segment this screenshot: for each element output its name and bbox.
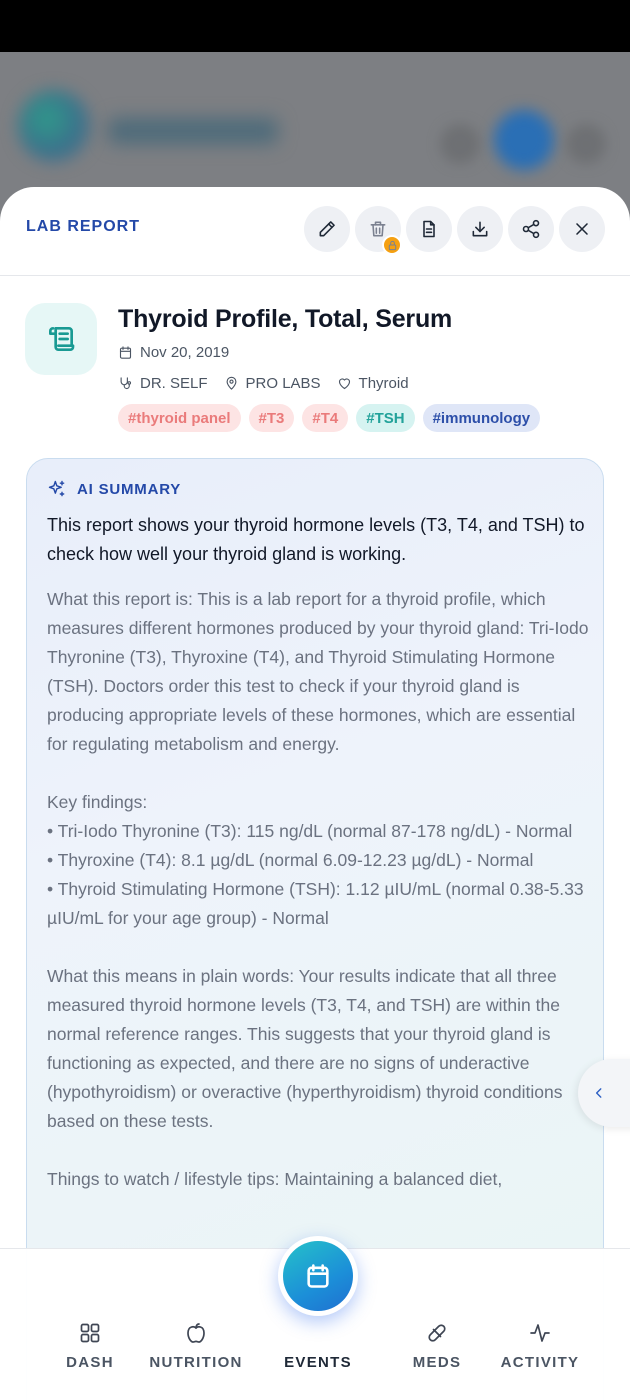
tag-t3[interactable]: #T3 [249,404,295,432]
avatar [494,110,554,170]
ai-summary-title: AI SUMMARY [77,480,182,498]
nav-events-label: EVENTS [284,1354,352,1371]
download-icon [470,219,490,239]
sparkles-icon [47,479,67,499]
pencil-icon [317,219,337,239]
sheet-title: LAB REPORT [26,218,140,235]
ai-summary-body: What this report is: This is a lab report for a thyroid profile, which measures different hormones produced by your thyroid gland: Tri-Iodo Thyronine (T3), Thyroxine (T4), and Thyroid Stimulating Hormone (TSH). Doctors order this test to check if your thyroid gland is producing appropriate levels of these hormones, which are essential for regulating metabolism and energy. Key findings: • Tri-Iodo Thyronine (T3): 115 ng/dL (normal 87-178 ng/dL) - Normal • Thyroxine (T4): 8.1 µg/dL (normal 6.09-12.23 µg/dL) - Normal • Thyroid Stimulating Hormone (TSH): 1.12 µIU/mL (normal 0.38-5.33 µIU/mL for your age group) - Normal What this means in plain words: Your results indicate that all three measured thyroid hormone levels (T3, T4, and TSH) are within the normal reference ranges. This suggests that your thyroid gland is functioning as expected, and there are no signs of underactive (hypothyroidism) or overactive (hyperthyroidism) thyroid conditions based on these tests. Things to watch / lifestyle tips: Maintaining a balanced diet, [47,589,589,1189]
share-button[interactable] [508,206,554,252]
report-date: Nov 20, 2019 [140,344,230,361]
app-logo [18,90,90,162]
doctor-name: DR. SELF [140,375,208,392]
location-pin-icon [224,376,239,391]
lab-report-sheet [0,187,630,1400]
nav-dash[interactable] [30,1321,150,1371]
tag-t4[interactable]: #T4 [302,404,348,432]
nav-events[interactable] [258,1321,378,1371]
sheet-header [0,187,630,276]
tag-thyroid-panel[interactable]: #thyroid panel [118,404,241,432]
lock-icon [387,240,398,251]
nav-activity[interactable] [480,1321,600,1371]
lock-badge [382,235,402,255]
nav-meds-label: MEDS [412,1354,462,1371]
tag-list [118,404,548,432]
nav-activity-label: ACTIVITY [500,1354,580,1371]
report-date-row [118,344,229,361]
ai-summary-lead: This report shows your thyroid hormone levels (T3, T4, and TSH) to check how well your thyroid gland is working. [47,515,585,564]
pill-icon [425,1321,449,1345]
delete-button[interactable] [355,206,401,252]
calendar-icon [118,345,133,360]
status-bar [0,0,630,52]
download-button[interactable] [457,206,503,252]
doctor-meta [118,375,208,392]
nav-dash-label: DASH [66,1354,114,1371]
nav-nutrition-label: NUTRITION [149,1354,243,1371]
ai-summary-heading [47,479,181,499]
lab-meta [224,375,321,392]
background-menu-button [566,124,606,164]
category-name: Thyroid [358,375,409,392]
stethoscope-icon [118,376,133,391]
lab-name: PRO LABS [245,375,321,392]
report-icon-tile [25,303,97,375]
grid-icon [78,1321,102,1345]
document-icon [419,219,439,239]
apple-icon [184,1321,208,1345]
close-button[interactable] [559,206,605,252]
nav-nutrition[interactable] [136,1321,256,1371]
scroll-icon [45,323,77,355]
background-button [440,124,480,164]
heart-icon [337,376,352,391]
nav-meds[interactable] [377,1321,497,1371]
chevron-left-icon [592,1086,606,1100]
app-brand [108,118,278,144]
events-fab-inner [283,1241,353,1311]
close-icon [572,219,592,239]
tag-immunology[interactable]: #immunology [423,404,541,432]
report-title: Thyroid Profile, Total, Serum [118,305,453,333]
report-meta-row [118,375,425,392]
calendar-icon [304,1262,332,1290]
view-document-button[interactable] [406,206,452,252]
tag-tsh[interactable]: #TSH [356,404,414,432]
share-icon [521,219,541,239]
events-fab-button[interactable] [278,1236,358,1316]
edit-button[interactable] [304,206,350,252]
pulse-icon [528,1321,552,1345]
category-meta [337,375,409,392]
